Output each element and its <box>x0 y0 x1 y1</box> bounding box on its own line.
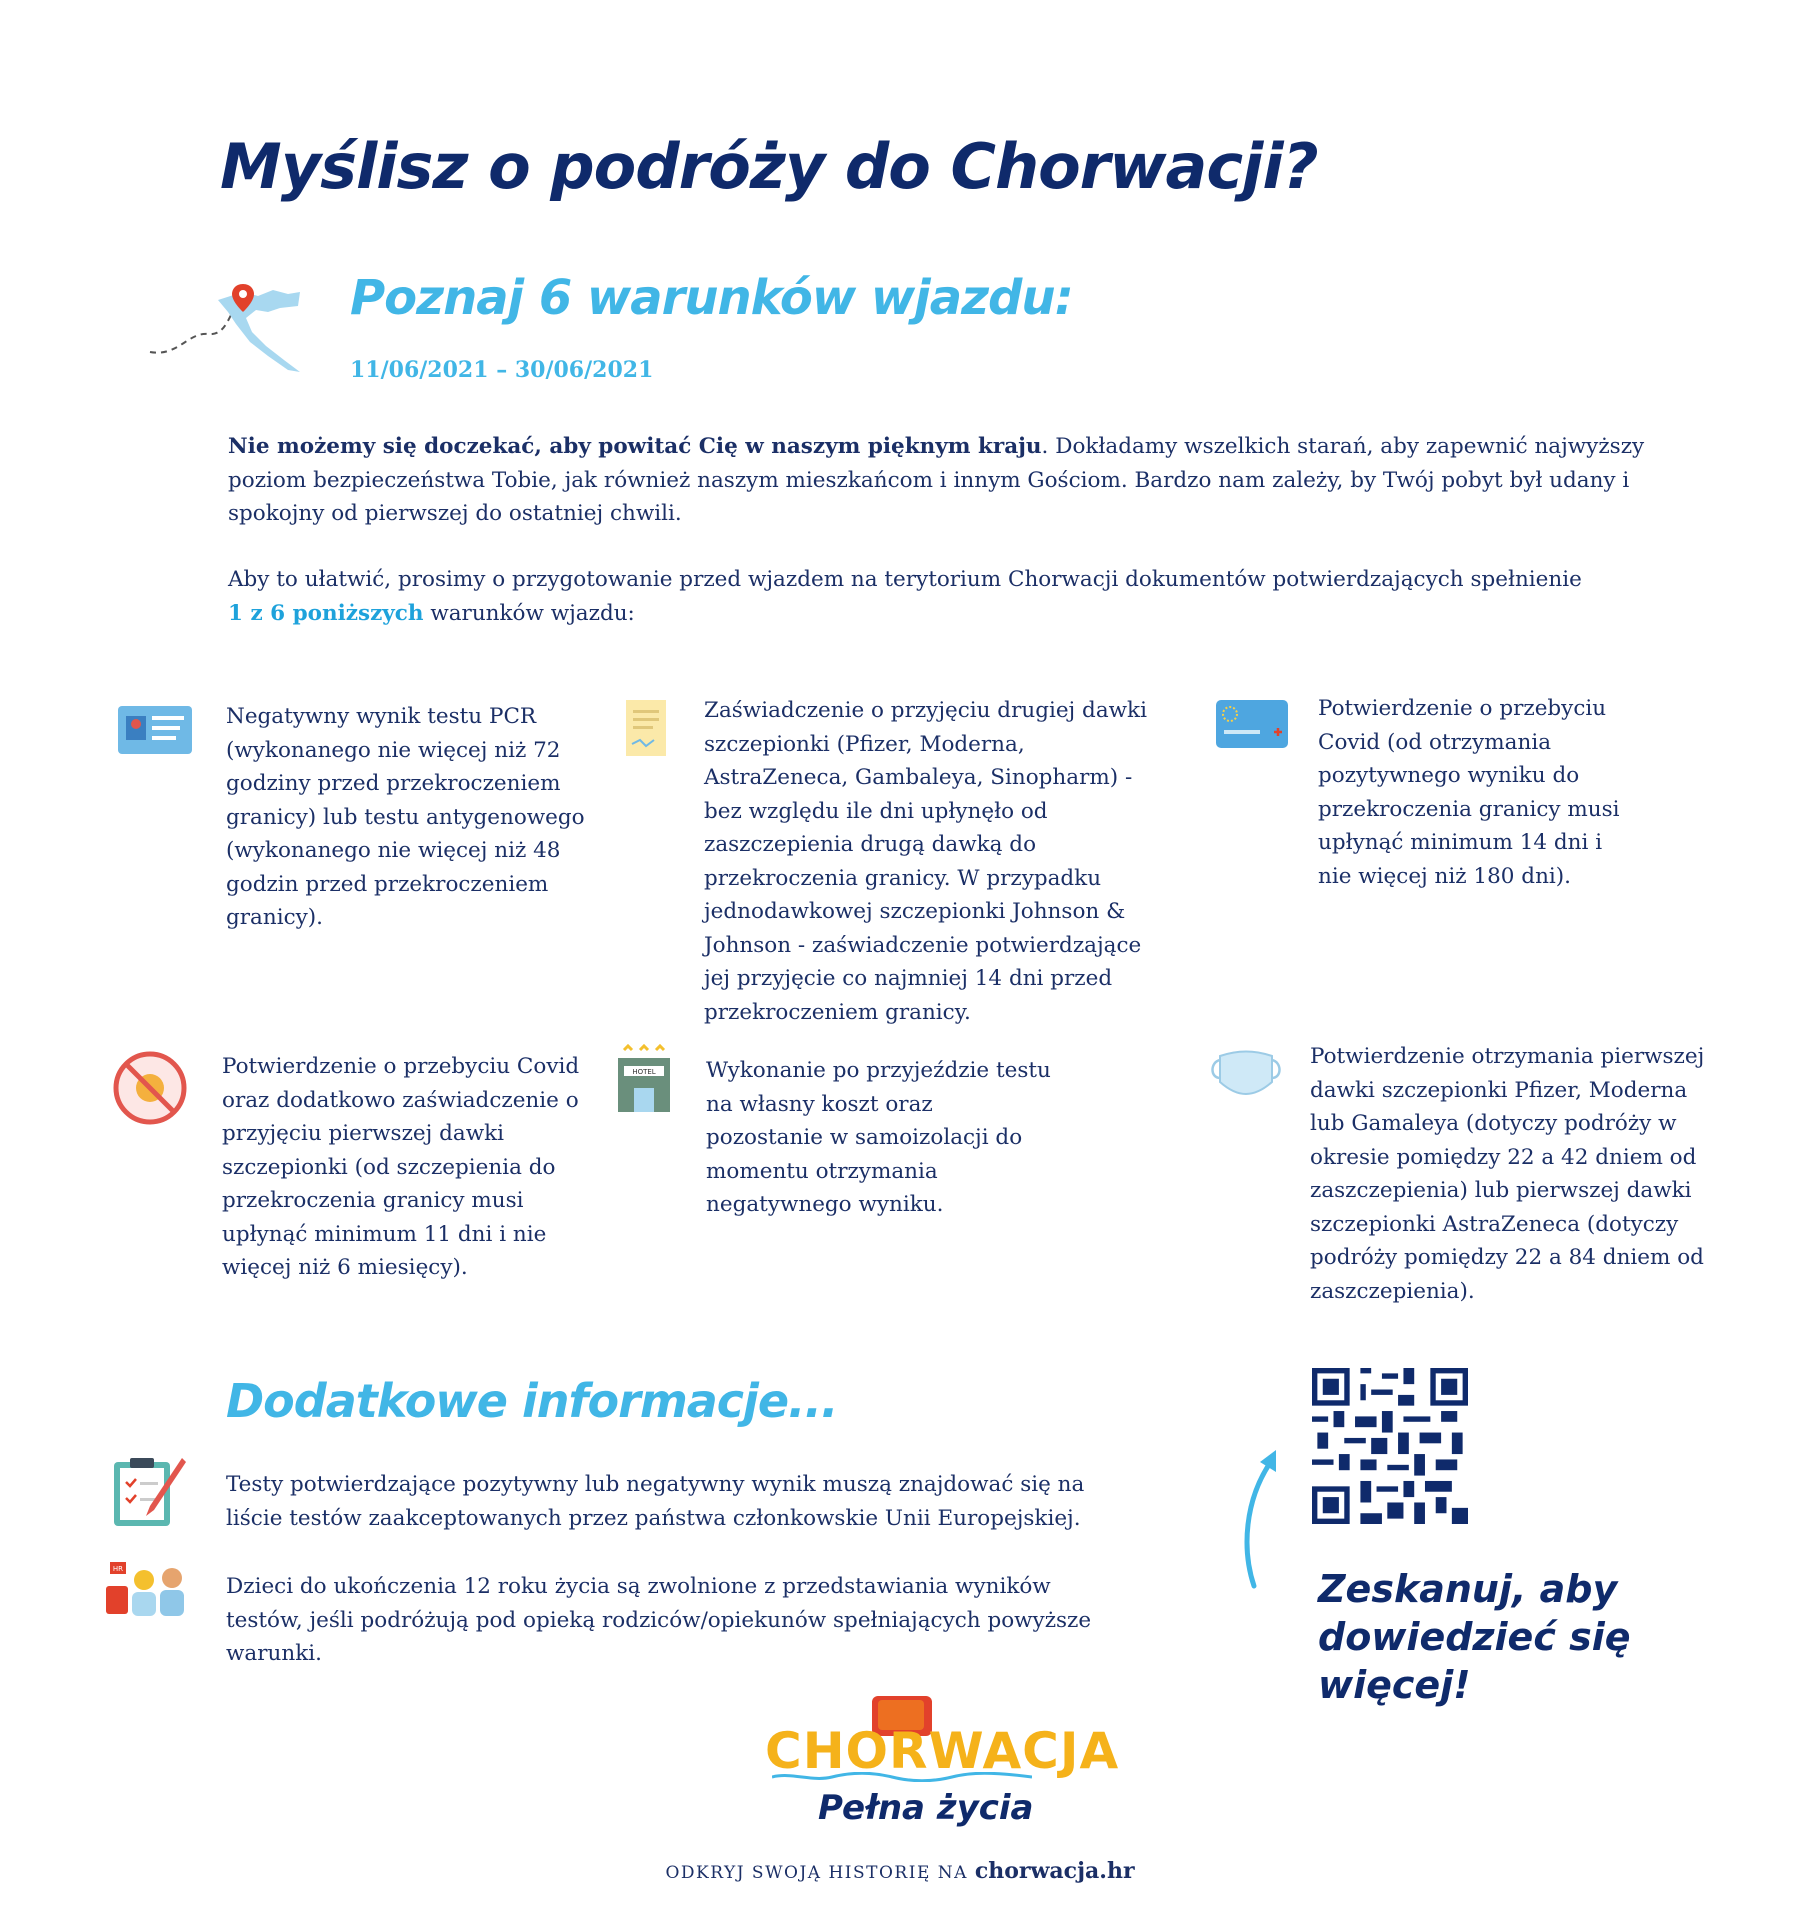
eu-card-icon <box>1214 698 1290 750</box>
extra-text-2: Dzieci do ukończenia 12 roku życia są zwolnione z przedstawiania wyników testów, jeśli podróżują pod opieką rodziców/opiekunów spełniających powyższe warunki. <box>226 1574 1092 1666</box>
intro2-text: Aby to ułatwić, prosimy o przygotowanie przed wjazdem na terytorium Chorwacji dokumentów potwierdzających spełnienie <box>228 567 1582 592</box>
logo-wordmark: CHORWACJA <box>765 1722 1120 1780</box>
intro-paragraph <box>228 430 1648 531</box>
hotel-sign-text: HOTEL <box>632 1068 656 1076</box>
date-range: 11/06/2021 – 30/06/2021 <box>350 357 654 383</box>
intro-paragraph-2 <box>228 563 1648 630</box>
condition-text-1: Negatywny wynik testu PCR (wykonanego nie więcej niż 72 godziny przed przekroczeniem granicy) lub testu antygenowego (wykonanego nie więcej niż 48 godzin przed przekroczeniem granicy). <box>226 704 585 930</box>
hotel-icon <box>614 1044 674 1114</box>
certificate-icon <box>622 698 670 760</box>
intro2-end: warunków wjazdu: <box>423 600 635 626</box>
logo-tagline: Pełna życia <box>818 1788 1034 1828</box>
footer-prefix: ODKRYJ SWOJĄ HISTORIĘ NA <box>665 1863 975 1883</box>
condition-text-4: Potwierdzenie o przebyciu Covid oraz dodatkowo zaświadczenie o przyjęciu pierwszej dawki szczepionki (od szczepienia do przekroczenia granicy musi upłynąć minimum 11 dni i nie więcej niż 6 miesięcy). <box>222 1054 580 1280</box>
page-subtitle: Poznaj 6 warunków wjazdu: <box>350 270 1073 326</box>
page-title: Myślisz o podróży do Chorwacji? <box>220 130 1318 203</box>
intro-rest: . Dokładamy wszelkich starań, aby zapewnić najwyższy poziom bezpieczeństwa Tobie, jak również naszym mieszkańcom i innym Gościom. Bardzo nam zależy, by Twój pobyt był udany i spokojny od pierwszej do ostatniej chwili. <box>228 434 1645 526</box>
intro2-highlight: 1 z 6 poniższych <box>228 600 424 626</box>
condition-text-3: Potwierdzenie o przebyciu Covid (od otrzymania pozytywnego wyniku do przekroczenia granicy musi upłynąć minimum 14 dni i nie więcej niż 180 dni). <box>1318 696 1620 889</box>
face-mask-icon <box>1208 1046 1284 1104</box>
footer <box>0 1858 1800 1884</box>
logo-wave-icon <box>772 1772 1032 1782</box>
croatia-map-icon <box>148 272 318 382</box>
condition-text-5: Wykonanie po przyjeździe testu na własny koszt oraz pozostanie w samoizolacji do momentu otrzymania negatywnego wyniku. <box>706 1058 1051 1217</box>
scan-cta: Zeskanuj, aby dowiedzieć się więcej! <box>1318 1567 1631 1707</box>
condition-text-2: Zaświadczenie o przyjęciu drugiej dawki szczepionki (Pfizer, Moderna, AstraZeneca, Gambaleya, Sinopharm) - bez względu ile dni upłynęło od zaszczepienia drugą dawką do przekroczenia granicy. W przypadku jednodawkowej szczepionki Johnson & Johnson - zaświadczenie potwierdzające jej przyjęcie co najmniej 14 dni przed przekroczeniem granicy. <box>704 698 1147 1025</box>
no-virus-icon <box>112 1050 188 1126</box>
footer-link[interactable]: chorwacja.hr <box>974 1858 1135 1884</box>
clipboard-icon <box>110 1454 188 1530</box>
extra-text-1: Testy potwierdzające pozytywny lub negatywny wynik muszą znajdować się na liście testów zaakceptowanych przez państwa członkowskie Unii Europejskiej. <box>226 1472 1085 1531</box>
arrow-icon <box>1236 1440 1296 1590</box>
hr-badge-text: HR <box>112 1565 124 1573</box>
condition-text-6: Potwierdzenie otrzymania pierwszej dawki szczepionki Pfizer, Moderna lub Gamaleya (dotyczy podróży w okresie pomiędzy 22 a 42 dniem od zaszczepienia) lub pierwszej dawki szczepionki AstraZeneca (dotyczy podróży pomiędzy 22 a 84 dniem od zaszczepienia). <box>1310 1044 1705 1304</box>
extra-info-title: Dodatkowe informacje... <box>226 1374 838 1428</box>
family-icon <box>102 1556 190 1618</box>
qr-code[interactable] <box>1312 1368 1468 1524</box>
id-card-icon <box>116 704 194 756</box>
intro-bold: Nie możemy się doczekać, aby powitać Cię w naszym pięknym kraju <box>228 434 1042 459</box>
